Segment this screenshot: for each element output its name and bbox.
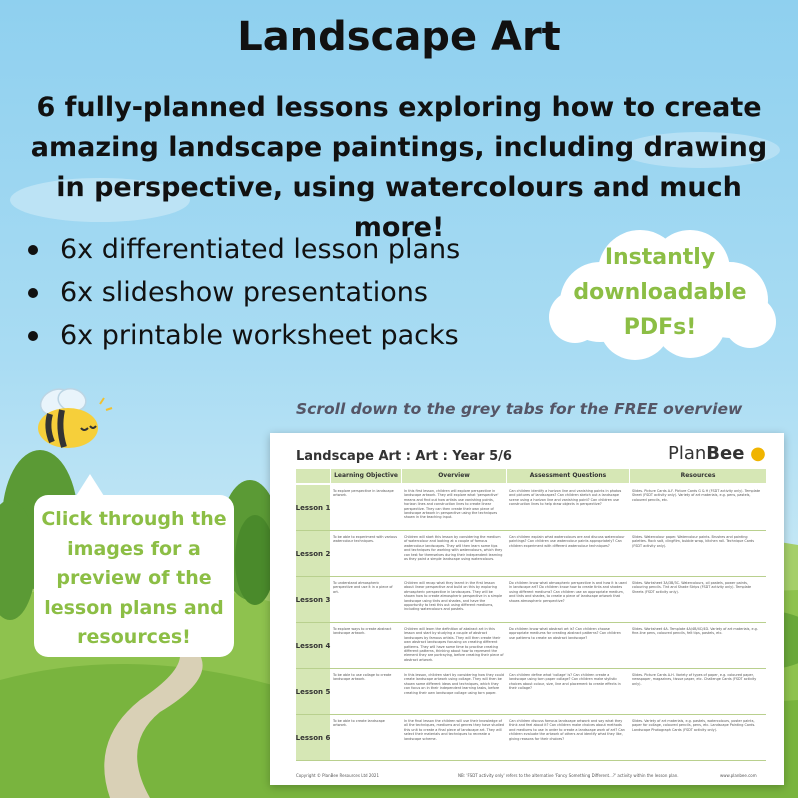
table-row	[296, 715, 766, 761]
resources-cell: Slides. Picture Cards A-F. Picture Cards G & H (FSDT activity only). Template Sheet (FSDT activity only). Variety of art materials, e.g. pens, pastels, coloured pencils, etc.	[632, 489, 761, 502]
planbee-logo	[668, 443, 766, 464]
objective-cell: To be able to use collage to create landscape artwork.	[333, 673, 392, 682]
table-row	[296, 623, 766, 669]
doc-footnote: NB: 'FSDT activity only' refers to the alternative 'Fancy Something Different...?' activity within the lesson plan.	[458, 773, 679, 778]
resources-cell: Slides. Picture Cards A-H. Variety of types of paper, e.g. coloured paper, newspaper, magazines, tissue paper, etc. Challenge Cards (FSDT activity only).	[632, 673, 757, 686]
lesson-label: Lesson 5	[296, 669, 330, 714]
feature-list	[18, 228, 460, 357]
table-row	[296, 531, 766, 577]
cloud-line: Instantly	[604, 245, 716, 270]
page-title: Landscape Art	[237, 14, 561, 60]
objective-cell: To explore ways to create abstract landscape artwork.	[333, 627, 392, 636]
overview-cell: Children will start this lesson by considering the medium of watercolour and looking at a couple of famous watercolour landscapes. They will then learn some tips and techniques for working with watercolours, which they can test for themselves during their independent learning as they paint a simple landscape using watercolours.	[404, 535, 503, 562]
table-row	[296, 485, 766, 531]
objective-cell: To be able to create landscape artwork.	[333, 719, 385, 728]
doc-website: www.planbee.com	[720, 773, 757, 778]
lesson-label: Lesson 3	[296, 577, 330, 622]
lesson-label: Lesson 4	[296, 623, 330, 668]
feature-item: 6x slideshow presentations	[18, 271, 460, 314]
header-resources: Resources	[630, 469, 766, 483]
bubble-line: preview of the	[56, 567, 212, 589]
bubble-line: lesson plans and	[44, 596, 224, 619]
questions-cell: Do children know what atmospheric perspective is and how it is used in landscape art? Do children know how to create tints and shades using different mediums? Can children use an appropriate medium, and tints and shades, to create a piece of landscape artwork that shows atmospheric perspective?	[509, 581, 627, 603]
logo-bee-icon: ●	[750, 443, 766, 464]
objective-cell: To be able to experiment with various watercolour techniques.	[333, 535, 398, 544]
resources-cell: Slides. Worksheet 3A/3B/3C. Watercolours, oil pastels, power paints, colouring pencils. Tint and Shade Strips (FSDT activity only). Template Sheets (FSDT activity only).	[632, 581, 752, 594]
questions-cell: Can children identify a horizon line and vanishing points in photos and pictures of landscapes? Can children sketch out a landscape scene using a horizon line and vanishing point? Can children use construction lines to help draw objects in perspective?	[509, 489, 622, 507]
logo-text-plan: Plan	[668, 443, 707, 464]
cloud-badge-text	[540, 240, 780, 345]
overview-cell: In the final lesson the children will use their knowledge of all the techniques, mediums and genres they have studied this unit to create a final piece of landscape art. They will select their materials and techniques to recreate a landscape scheme.	[404, 719, 504, 741]
doc-copyright: Copyright © PlanBee Resources Ltd 2021	[296, 773, 380, 778]
info-bubble-text	[34, 505, 234, 653]
cloud-line: downloadable	[573, 280, 747, 305]
logo-text-bee: Bee	[706, 443, 745, 464]
bubble-line: resources!	[77, 626, 191, 648]
lesson-label: Lesson 2	[296, 531, 330, 576]
lesson-label: Lesson 6	[296, 715, 330, 760]
bubble-tail	[76, 474, 104, 496]
doc-title: Landscape Art : Art : Year 5/6	[296, 449, 512, 464]
bubble-line: Click through the	[41, 508, 227, 530]
overview-cell: Children will learn the definition of abstract art in this lesson and start by studying a couple of abstract landscapes by famous artists. They will then create their own abstract landscapes focusing on creating different patterns. They will have some time to practise creating different patterns, thinking about how to represent the element they are portraying, before creating their piece of abstract artwork.	[404, 627, 504, 662]
bubble-line: images for a	[67, 537, 201, 560]
overview-document-preview[interactable]	[270, 433, 784, 785]
questions-cell: Can children discuss famous landscape artwork and say what they think and feel about it? Can children make choices about methods and mediums to use in order to create a landscape work of art? Can children evaluate the artwork of others and identify what they like, giving reasons for their choices?	[509, 719, 625, 741]
objective-cell: To explore perspective in landscape artwork.	[333, 489, 394, 498]
header-objective: Learning Objective	[331, 469, 401, 483]
header-overview: Overview	[402, 469, 506, 483]
objective-cell: To understand atmospheric perspective and use it in a piece of art.	[333, 581, 393, 594]
overview-cell: In this first lesson, children will explore perspective in landscape artwork. They will explore what 'perspective' means and find out how artists use vanishing points, horizon lines and construction lines to create linear perspective. They can then create their own piece of landscape artwork in perspective using the techniques shown in the teaching input.	[404, 489, 499, 520]
cloud-line: PDFs!	[623, 315, 697, 340]
questions-cell: Can children define what 'collage' is? Can children create a landscape using torn paper collage? Can children make stylistic choices about colour, size, line and placement to create effects in their collage?	[509, 673, 621, 691]
lesson-label: Lesson 1	[296, 485, 330, 530]
header-blank	[296, 469, 330, 483]
feature-item: 6x printable worksheet packs	[18, 314, 460, 357]
table-row	[296, 669, 766, 715]
scroll-note: Scroll down to the grey tabs for the FREE overview	[296, 400, 743, 418]
bee-icon	[26, 384, 116, 454]
table-row	[296, 577, 766, 623]
overview-cell: Children will recap what they learnt in the first lesson about linear perspective and build on this by exploring atmospheric perspective in landscapes. They will be shown how to create atmospheric perspective in a simple landscape using tints and shades, and have the opportunity to test this out using different mediums, including watercolours and pastels.	[404, 581, 503, 612]
resources-cell: Slides. Watercolour paper. Watercolour paints. Brushes and painting palettes. Rock salt, clingfilm, bubble wrap, kitchen roll. Technique Cards (FSDT activity only).	[632, 535, 755, 548]
feature-item: 6x differentiated lesson plans	[18, 228, 460, 271]
resources-cell: Slides. Variety of art materials, e.g. pastels, watercolours, poster paints, paper for collage, coloured pencils, pens, etc. Landscape Painting Cards. Landscape Photograph Cards (FSDT activity only).	[632, 719, 756, 732]
overview-cell: In this lesson, children start by considering how they could create landscape artwork using collage. They will then be shown some different ideas and techniques, which they can focus on in their independent learning tasks, before creating their own landscape collage using torn paper.	[404, 673, 504, 695]
questions-cell: Do children know what abstract art is? Can children choose appropriate mediums for creating abstract patterns? Can children use patterns to create an abstract landscape?	[509, 627, 621, 640]
questions-cell: Can children explain what watercolours are and discuss watercolour paintings? Can children use watercolour paints appropriately? Can children experiment with different watercolour techniques?	[509, 535, 625, 548]
header-questions: Assessment Questions	[507, 469, 629, 483]
page-subtitle: 6 fully-planned lessons exploring how to create amazing landscape paintings, including drawing in perspective, using watercolours and much more!	[30, 92, 768, 243]
resources-cell: Slides. Worksheet 4A. Template 4A/4B/4C/4D. Variety of art materials, e.g. fine-line pens, coloured pencils, felt tips, pastels, etc.	[632, 627, 758, 636]
